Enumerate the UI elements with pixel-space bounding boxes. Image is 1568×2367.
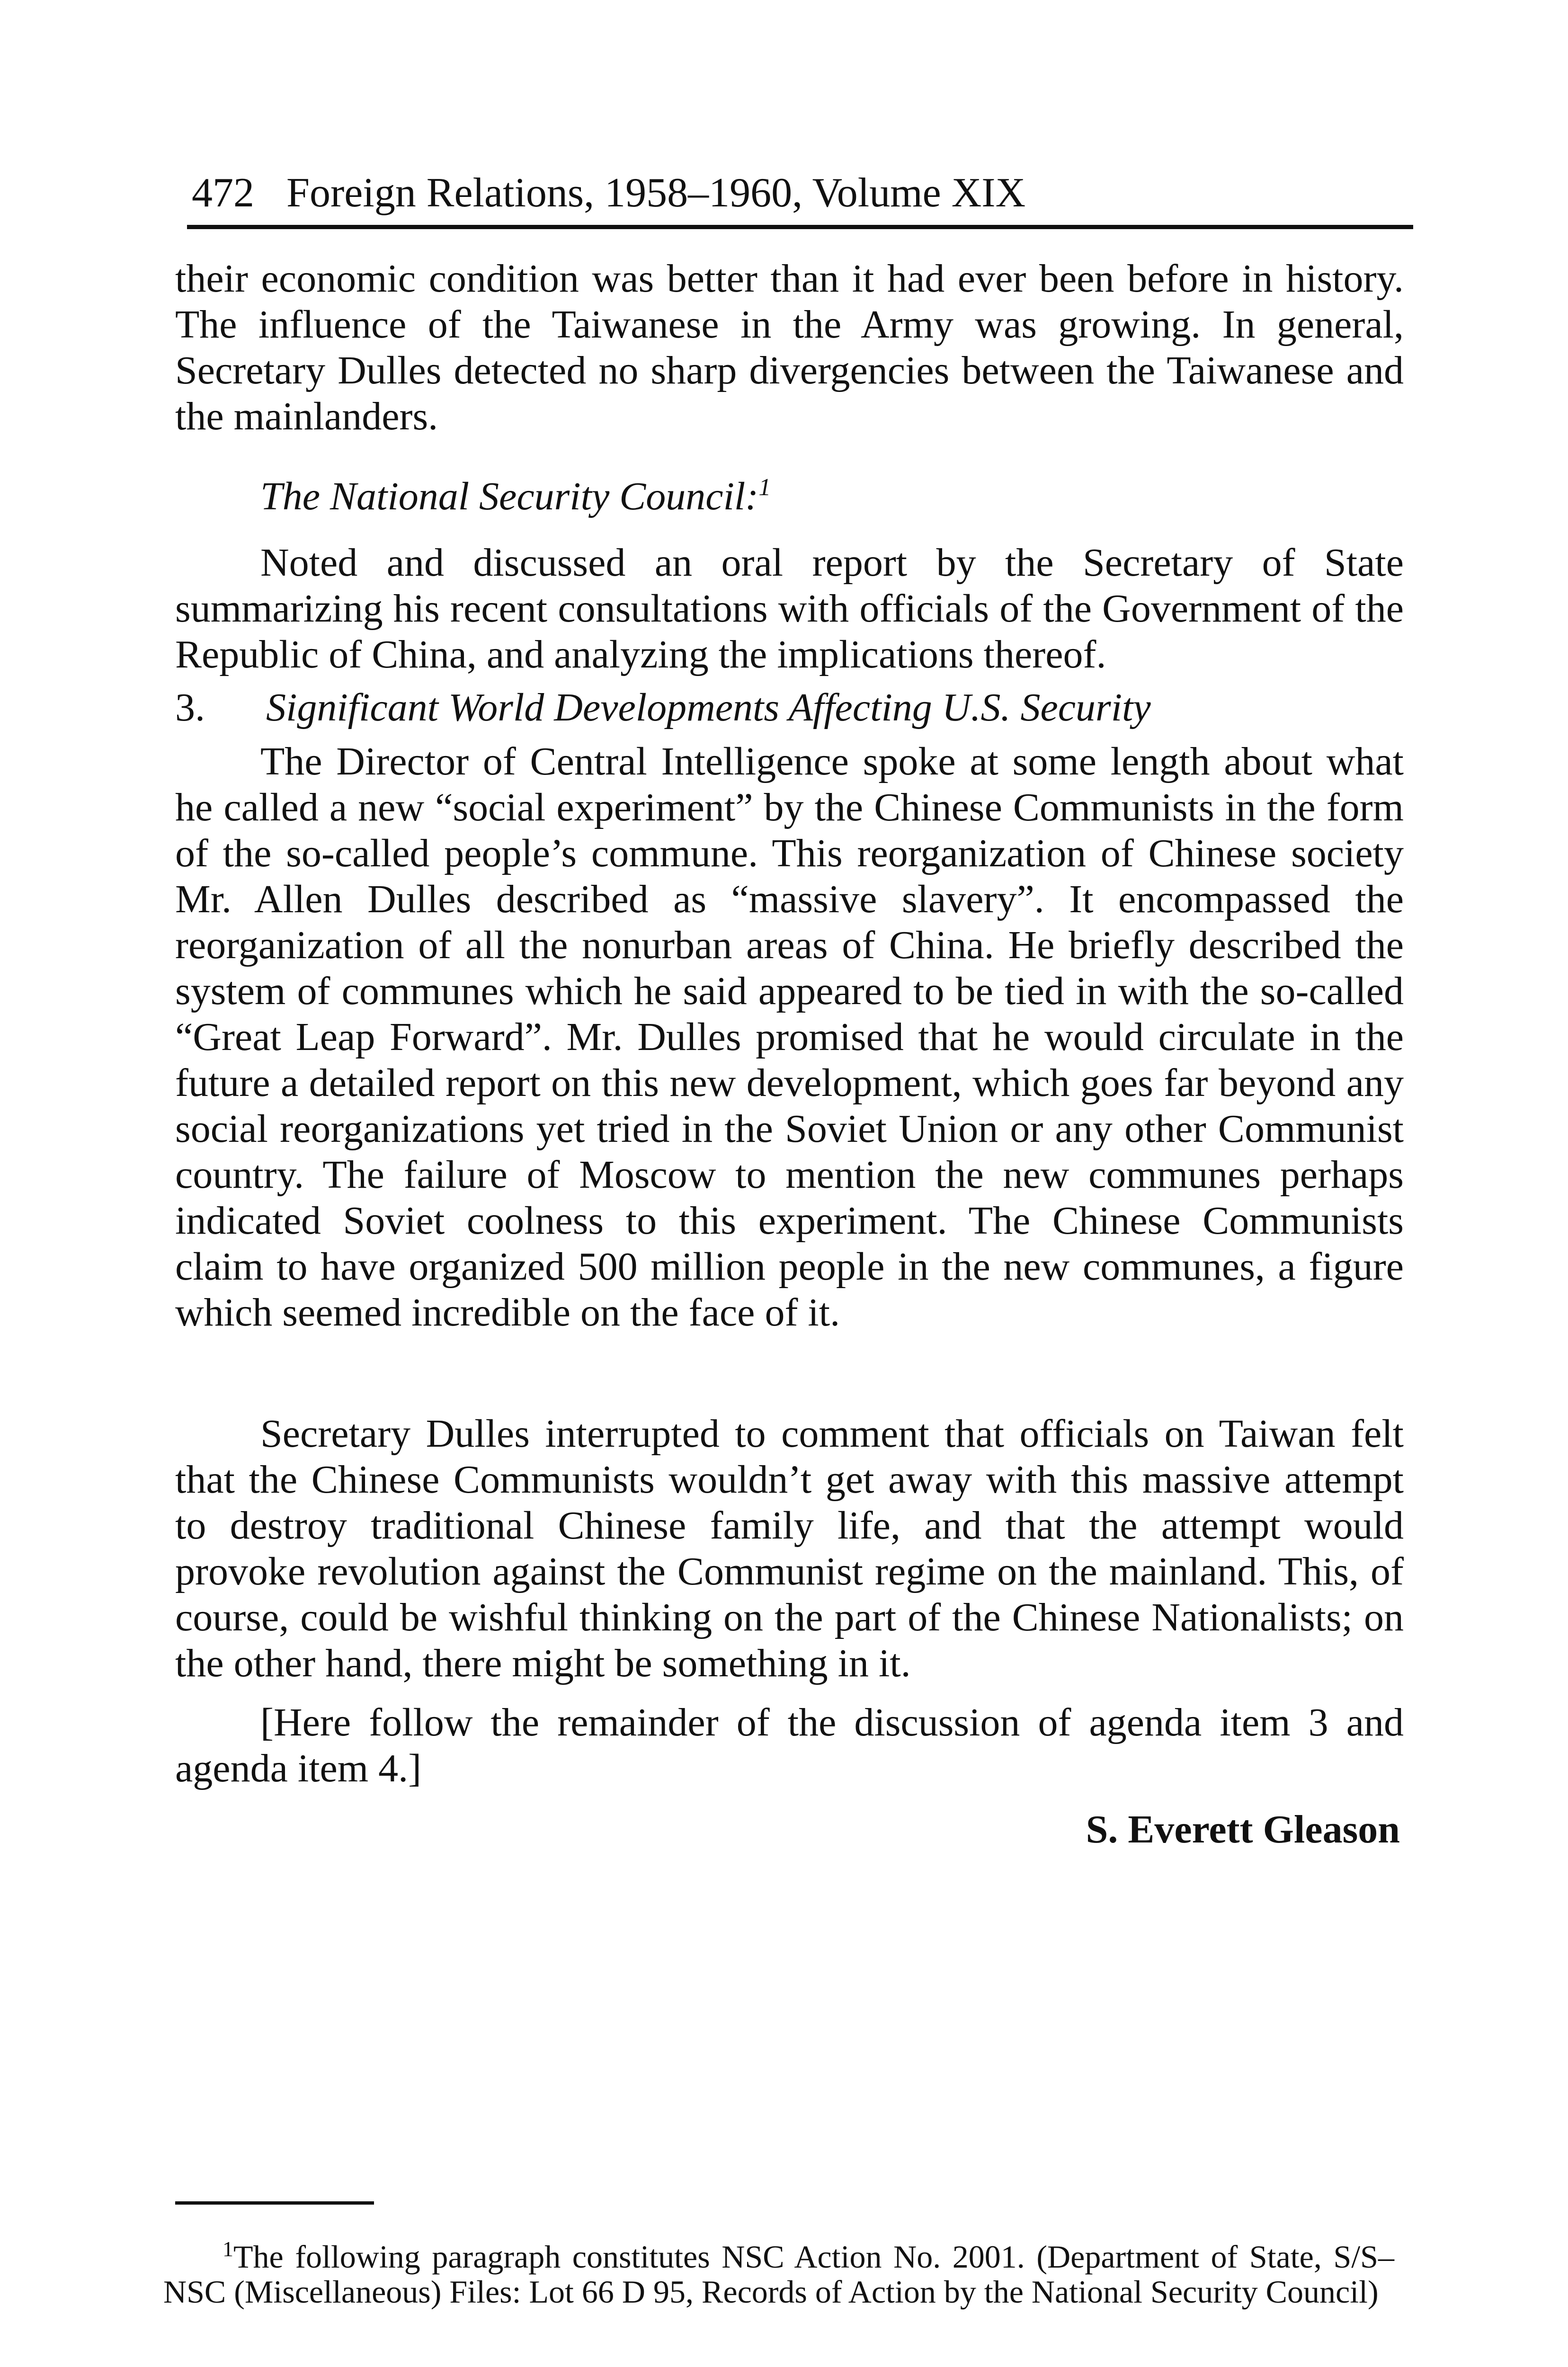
running-title: Foreign Relations, 1958–1960, Volume XIX xyxy=(286,170,1026,216)
running-header xyxy=(187,161,1413,229)
continued-paragraph: their economic condition was better than it had ever been before in history. The influence of the Taiwanese in the Army was growing. In general, Secretary Dulles detected no sharp divergencies between the Taiwanese and the mainlanders. xyxy=(175,257,1404,438)
footnote-marker: 1 xyxy=(223,2237,233,2261)
secretary-paragraph: Secretary Dulles interrupted to comment that officials on Taiwan felt that the Chinese Communists wouldn’t get away with this massive attempt to destroy traditional Chinese family life, and that the attempt would provoke revolution against the Communist regime on the mainland. This, of course, could be wishful thinking on the part of the Chinese Nationalists; on the other hand, there might be something in it. xyxy=(175,1412,1404,1685)
footnote xyxy=(163,2239,1394,2309)
nsc-heading xyxy=(175,473,1404,519)
nsc-label: The National Security Council: xyxy=(260,474,759,518)
footnote-reference: 1 xyxy=(758,474,771,501)
nsc-action-paragraph: Noted and discussed an oral report by the Secretary of State summarizing his recent consultations with officials of the Government of the Republic of China, and analyzing the implications thereof. xyxy=(175,541,1404,676)
remainder-note: [Here follow the remainder of the discussion of agenda item 3 and agenda item 4.] xyxy=(175,1700,1404,1790)
footnote-rule xyxy=(175,2201,374,2205)
agenda-item-title: Significant World Developments Affecting U.S. Security xyxy=(266,685,1151,730)
signature: S. Everett Gleason xyxy=(1086,1807,1400,1851)
page-number: 472 xyxy=(192,170,254,216)
dci-paragraph: The Director of Central Intelligence spoke at some length about what he called a new “social experiment” by the Chinese Communists in the form of the so-called people’s commune. This reorganization of Chinese society Mr. Allen Dulles described as “massive slavery”. It encompassed the reorganization of all the nonurban areas of China. He briefly described the system of communes which he said appeared to be tied in with the so-called “Great Leap Forward”. Mr. Dulles promised that he would circulate in the future a detailed report on this new development, which goes far beyond any social reorganizations yet tried in the Soviet Union or any other Communist country. The failure of Moscow to mention the new communes perhaps indicated Soviet coolness to this experiment. The Chinese Communists claim to have organized 500 million people in the new communes, a figure which seemed incredible on the face of it. xyxy=(175,739,1404,1335)
footnote-text: The following paragraph constitutes NSC Action No. 2001. (Department of State, S/S–NSC (Miscellaneous) Files: Lot 66 D 95, Records of Action by the National Security Council) xyxy=(163,2239,1394,2310)
agenda-item-number: 3. xyxy=(175,685,205,730)
